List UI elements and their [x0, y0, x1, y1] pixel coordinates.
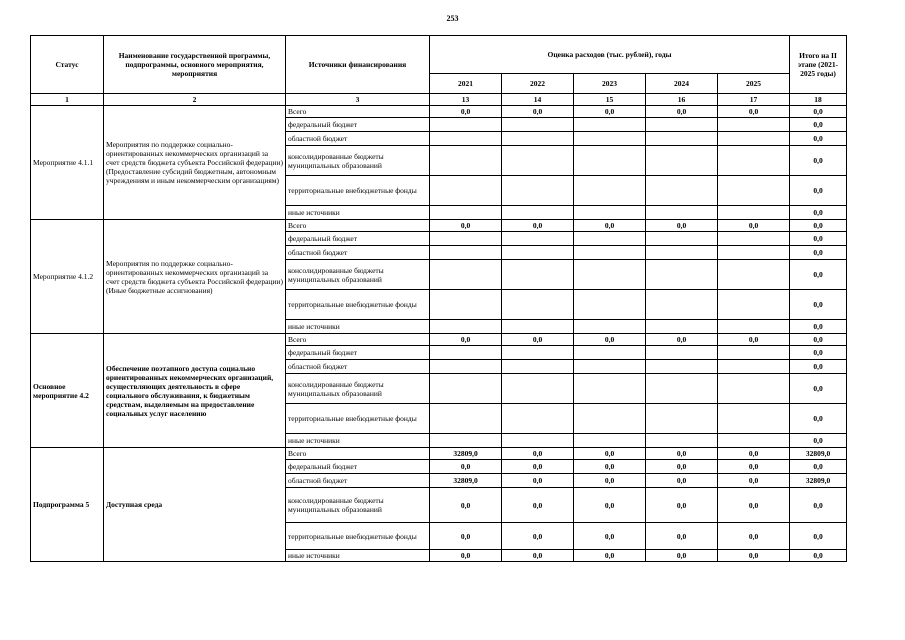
year-value: 0,0 [718, 220, 790, 232]
year-value [502, 360, 574, 374]
header-status: Статус [31, 36, 104, 94]
header-estimate: Оценка расходов (тыс. рублей), годы [430, 36, 790, 74]
year-value [574, 374, 646, 404]
table-row [31, 220, 847, 232]
year-value [430, 290, 502, 320]
year-value [718, 260, 790, 290]
table-body [31, 106, 847, 562]
year-value: 0,0 [646, 523, 718, 550]
year-value [646, 132, 718, 146]
total-value: 0,0 [790, 523, 847, 550]
year-value [430, 346, 502, 360]
budget-table [30, 35, 847, 562]
funding-source: областной бюджет [286, 360, 430, 374]
funding-source: Всего [286, 448, 430, 460]
funding-source: федеральный бюджет [286, 460, 430, 474]
column-number: 17 [718, 94, 790, 106]
row-status: Основное мероприятие 4.2 [31, 334, 104, 448]
year-value [646, 118, 718, 132]
year-value [430, 320, 502, 334]
column-number: 13 [430, 94, 502, 106]
year-value: 0,0 [718, 488, 790, 523]
year-value: 0,0 [502, 106, 574, 118]
year-value [646, 232, 718, 246]
header-total: Итого на II этапе (2021-2025 годы) [790, 36, 847, 94]
year-value [574, 404, 646, 434]
total-value: 0,0 [790, 320, 847, 334]
year-value [574, 260, 646, 290]
year-value [502, 132, 574, 146]
year-value [646, 260, 718, 290]
total-value: 0,0 [790, 488, 847, 523]
year-value [502, 290, 574, 320]
table-row [31, 106, 847, 118]
year-value [718, 346, 790, 360]
year-value: 0,0 [718, 460, 790, 474]
year-value [430, 132, 502, 146]
year-value: 0,0 [574, 523, 646, 550]
row-name: Обеспечение поэтапного доступа социально ориентированных некоммерческих организаций, осуществляющих деятельность в сфере социального обслуживания, к бюджетным средствам, выделяемым на предоставление социальных услуг населению [104, 334, 286, 448]
funding-source: территориальные внебюджетные фонды [286, 404, 430, 434]
year-value [430, 118, 502, 132]
funding-source: иные источники [286, 206, 430, 220]
year-value [430, 176, 502, 206]
year-value [502, 176, 574, 206]
year-value: 0,0 [430, 523, 502, 550]
row-status: Мероприятие 4.1.1 [31, 106, 104, 220]
total-value: 0,0 [790, 176, 847, 206]
year-value [574, 434, 646, 448]
year-value [574, 176, 646, 206]
total-value: 0,0 [790, 232, 847, 246]
year-value [718, 206, 790, 220]
funding-source: консолидированные бюджеты муниципальных образований [286, 374, 430, 404]
year-value [718, 246, 790, 260]
funding-source: федеральный бюджет [286, 346, 430, 360]
row-name: Доступная среда [104, 448, 286, 562]
year-value: 0,0 [502, 550, 574, 562]
funding-source: территориальные внебюджетные фонды [286, 523, 430, 550]
column-number: 15 [574, 94, 646, 106]
year-value [574, 290, 646, 320]
year-value: 0,0 [574, 460, 646, 474]
column-number: 1 [31, 94, 104, 106]
year-value: 0,0 [430, 488, 502, 523]
year-value [646, 206, 718, 220]
year-value: 0,0 [430, 220, 502, 232]
year-value [646, 374, 718, 404]
year-value [718, 360, 790, 374]
funding-source: территориальные внебюджетные фонды [286, 290, 430, 320]
year-value [718, 434, 790, 448]
year-value [574, 246, 646, 260]
year-value: 0,0 [430, 106, 502, 118]
total-value: 0,0 [790, 118, 847, 132]
year-value [718, 176, 790, 206]
total-value: 0,0 [790, 374, 847, 404]
total-value: 0,0 [790, 360, 847, 374]
year-value [718, 404, 790, 434]
year-value [430, 434, 502, 448]
funding-source: федеральный бюджет [286, 118, 430, 132]
funding-source: Всего [286, 220, 430, 232]
funding-source: Всего [286, 334, 430, 346]
year-value: 0,0 [646, 334, 718, 346]
year-value: 0,0 [646, 106, 718, 118]
year-value [646, 176, 718, 206]
total-value: 0,0 [790, 346, 847, 360]
year-value [646, 146, 718, 176]
year-value [718, 232, 790, 246]
year-value [430, 404, 502, 434]
total-value: 0,0 [790, 404, 847, 434]
year-value: 0,0 [430, 460, 502, 474]
year-value: 0,0 [502, 460, 574, 474]
row-status: Мероприятие 4.1.2 [31, 220, 104, 334]
total-value: 0,0 [790, 434, 847, 448]
year-value [646, 404, 718, 434]
year-value [574, 232, 646, 246]
year-value: 0,0 [502, 220, 574, 232]
funding-source: областной бюджет [286, 474, 430, 488]
funding-source: Всего [286, 106, 430, 118]
year-value [574, 146, 646, 176]
year-value: 32809,0 [430, 448, 502, 460]
header-year: 2022 [502, 74, 574, 94]
year-value [502, 260, 574, 290]
column-number: 3 [286, 94, 430, 106]
table-row [31, 334, 847, 346]
column-numbers-row [31, 94, 847, 106]
column-number: 14 [502, 94, 574, 106]
total-value: 32809,0 [790, 448, 847, 460]
year-value: 0,0 [502, 474, 574, 488]
funding-source: областной бюджет [286, 246, 430, 260]
year-value [574, 118, 646, 132]
year-value [718, 132, 790, 146]
year-value: 0,0 [646, 220, 718, 232]
year-value [502, 146, 574, 176]
year-value: 0,0 [646, 474, 718, 488]
header-year: 2021 [430, 74, 502, 94]
year-value: 0,0 [574, 106, 646, 118]
year-value [574, 360, 646, 374]
year-value: 0,0 [574, 220, 646, 232]
total-value: 0,0 [790, 246, 847, 260]
year-value [430, 146, 502, 176]
column-number: 16 [646, 94, 718, 106]
header-name: Наименование государственной программы, подпрограммы, основного мероприятия, мероприятия [104, 36, 286, 94]
row-status: Подпрограмма 5 [31, 448, 104, 562]
funding-source: иные источники [286, 434, 430, 448]
page-number: 253 [446, 14, 459, 23]
year-value [646, 360, 718, 374]
year-value [718, 374, 790, 404]
year-value [502, 206, 574, 220]
year-value: 0,0 [574, 488, 646, 523]
year-value [646, 320, 718, 334]
total-value: 0,0 [790, 290, 847, 320]
total-value: 0,0 [790, 460, 847, 474]
funding-source: федеральный бюджет [286, 232, 430, 246]
year-value [646, 346, 718, 360]
header-year: 2023 [574, 74, 646, 94]
year-value [718, 320, 790, 334]
total-value: 32809,0 [790, 474, 847, 488]
year-value: 0,0 [574, 448, 646, 460]
year-value: 0,0 [502, 448, 574, 460]
year-value: 0,0 [502, 488, 574, 523]
header-source: Источники финансирования [286, 36, 430, 94]
year-value: 0,0 [646, 550, 718, 562]
row-name: Мероприятия по поддержке социально-ориентированных некоммерческих организаций за счет средств бюджета субъекта Российской федерации) (Иные бюджетные ассигнования) [104, 220, 286, 334]
funding-source: иные источники [286, 320, 430, 334]
year-value: 0,0 [718, 106, 790, 118]
year-value [502, 404, 574, 434]
year-value: 0,0 [574, 334, 646, 346]
year-value [430, 232, 502, 246]
year-value [574, 320, 646, 334]
year-value [502, 246, 574, 260]
column-number: 2 [104, 94, 286, 106]
year-value: 0,0 [502, 523, 574, 550]
funding-source: консолидированные бюджеты муниципальных образований [286, 260, 430, 290]
year-value: 0,0 [718, 550, 790, 562]
year-value [718, 290, 790, 320]
funding-source: консолидированные бюджеты муниципальных образований [286, 488, 430, 523]
year-value [646, 434, 718, 448]
year-value: 0,0 [646, 488, 718, 523]
year-value [430, 360, 502, 374]
total-value: 0,0 [790, 132, 847, 146]
total-value: 0,0 [790, 334, 847, 346]
table-row [31, 448, 847, 460]
year-value [574, 132, 646, 146]
header-year: 2024 [646, 74, 718, 94]
year-value [502, 320, 574, 334]
year-value [646, 246, 718, 260]
year-value [430, 374, 502, 404]
header-year: 2025 [718, 74, 790, 94]
year-value [718, 146, 790, 176]
funding-source: иные источники [286, 550, 430, 562]
year-value: 0,0 [718, 523, 790, 550]
year-value: 0,0 [718, 474, 790, 488]
year-value: 0,0 [646, 460, 718, 474]
year-value [574, 346, 646, 360]
funding-source: консолидированные бюджеты муниципальных образований [286, 146, 430, 176]
year-value [502, 374, 574, 404]
year-value [502, 434, 574, 448]
year-value: 0,0 [574, 474, 646, 488]
year-value [430, 260, 502, 290]
column-number: 18 [790, 94, 847, 106]
year-value: 0,0 [574, 550, 646, 562]
year-value: 0,0 [718, 334, 790, 346]
year-value [430, 246, 502, 260]
year-value [718, 118, 790, 132]
funding-source: областной бюджет [286, 132, 430, 146]
year-value [574, 206, 646, 220]
funding-source: территориальные внебюджетные фонды [286, 176, 430, 206]
year-value: 32809,0 [430, 474, 502, 488]
total-value: 0,0 [790, 550, 847, 562]
row-name: Мероприятия по поддержке социально-ориентированных некоммерческих организаций за счет средств бюджета субъекта Российской федерации) (Предоставление субсидий бюджетным, автономным учреждениям и иным некоммерческим организациям) [104, 106, 286, 220]
year-value [502, 232, 574, 246]
year-value: 0,0 [646, 448, 718, 460]
year-value [502, 346, 574, 360]
total-value: 0,0 [790, 260, 847, 290]
total-value: 0,0 [790, 206, 847, 220]
year-value [646, 290, 718, 320]
year-value: 0,0 [502, 334, 574, 346]
year-value [430, 206, 502, 220]
year-value: 0,0 [718, 448, 790, 460]
total-value: 0,0 [790, 220, 847, 232]
year-value: 0,0 [430, 334, 502, 346]
total-value: 0,0 [790, 106, 847, 118]
year-value: 0,0 [430, 550, 502, 562]
year-value [502, 118, 574, 132]
total-value: 0,0 [790, 146, 847, 176]
